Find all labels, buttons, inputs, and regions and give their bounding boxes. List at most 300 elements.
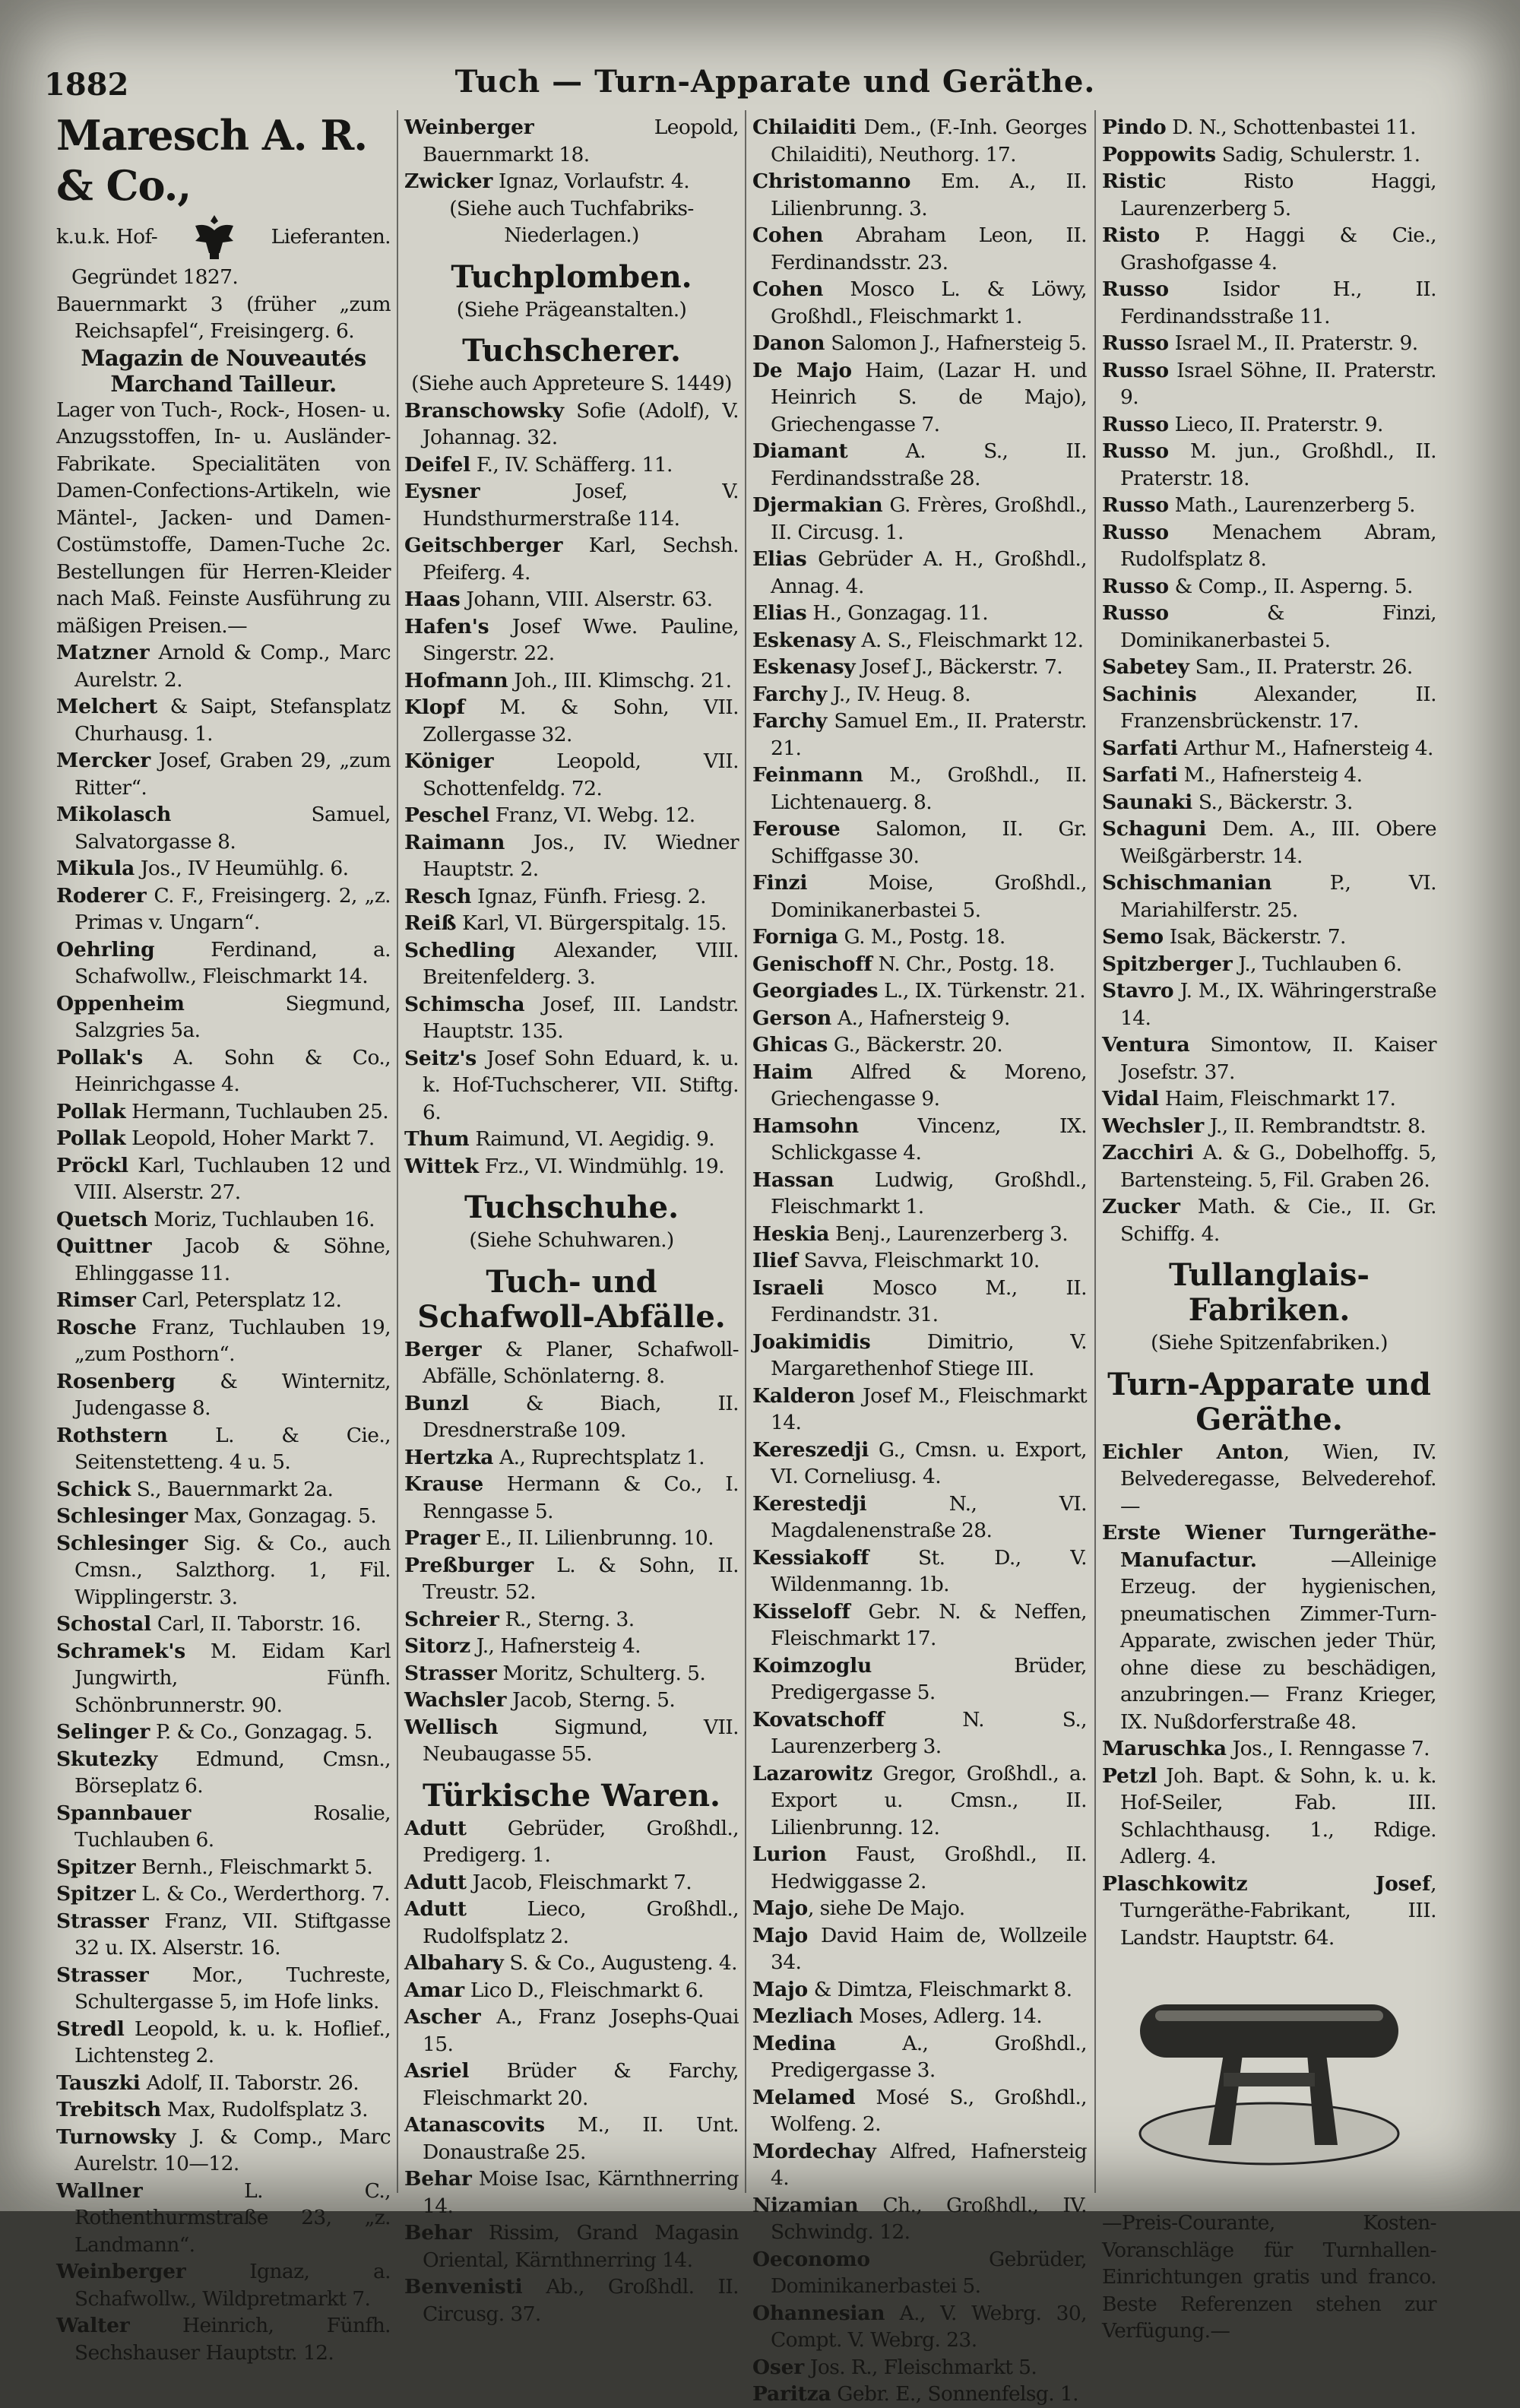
cross-reference-note: (Siehe auch Tuchfabriks-Niederlagen.) [449, 196, 694, 247]
entry-name: Wallner [56, 2178, 143, 2203]
directory-entry [404, 910, 739, 937]
entry-details: & Finzi, Dominikanerbastei 5. [1120, 601, 1436, 652]
entry-name: Erste Wiener Turngeräthe-Manufactur. [1102, 1521, 1436, 1572]
entry-details: Jacob & Söhne, Ehlinggasse 11. [74, 1234, 391, 1285]
entry-name: Geitschberger [404, 534, 563, 557]
directory-entry [752, 762, 1087, 816]
entry-details: A. S., II. Ferdinandsstraße 28. [771, 439, 1087, 490]
directory-entry [56, 2312, 391, 2366]
entry-name: Russo [1102, 277, 1169, 301]
entry-name: Eskenasy [752, 655, 856, 679]
directory-entry [1102, 1139, 1436, 1193]
entry-details: Alexander, VIII. Breitenfelderg. 3. [423, 938, 739, 989]
entry-details: Dimitrio, V. Margarethenhof Stiege III. [771, 1329, 1087, 1380]
directory-entry [1102, 1519, 1436, 1735]
entry-name: Schostal [56, 1612, 152, 1636]
page-number: 1882 [44, 67, 129, 103]
directory-entry [1102, 977, 1436, 1031]
entry-name: Rosche [56, 1315, 137, 1339]
entry-name: Semo [1102, 925, 1164, 949]
directory-entry [56, 936, 391, 990]
entry-name: Adutt [404, 1897, 467, 1921]
directory-entry [752, 357, 1087, 439]
entry-name: Königer [404, 749, 494, 773]
entry-name: Adutt [404, 1870, 467, 1894]
entry-name: Sarfati [1102, 736, 1178, 760]
entry-name: Oehrling [56, 937, 155, 962]
directory-entry [1102, 1439, 1436, 1520]
entry-details: Arthur M., Hafnersteig 4. [1177, 736, 1433, 760]
entry-details: G. M., Postg. 18. [838, 925, 1005, 949]
directory-entry [56, 2070, 391, 2097]
entry-name: Schick [56, 1477, 131, 1501]
entry-details: C. F., Freisingerg. 2, „z. Primas v. Ungarn“. [74, 883, 391, 934]
directory-entry [752, 276, 1087, 330]
entry-details: Karl, Sechsh. Pfeiferg. 4. [423, 534, 739, 585]
pommel-horse-illustration [1110, 1974, 1429, 2202]
directory-entry [752, 2138, 1087, 2192]
directory-entry [404, 1126, 739, 1153]
entry-details: A. & G., Dobelhoffg. 5, Bartensteing. 5, Fil. Graben 26. [1120, 1141, 1436, 1192]
directory-entry [56, 693, 391, 747]
directory-entry [1102, 357, 1436, 411]
entry-name: Quittner [56, 1234, 152, 1258]
entry-details: Raimund, VI. Aegidig. 9. [469, 1127, 715, 1151]
entry-details: Josef J., Bäckerstr. 7. [855, 655, 1063, 679]
directory-entry [56, 2258, 391, 2312]
directory-entry [1102, 492, 1436, 519]
directory-entry [1102, 1871, 1436, 1952]
entry-details: Moses, Adlerg. 14. [853, 2004, 1043, 2028]
entry-name: Schaguni [1102, 817, 1207, 841]
directory-entry [56, 2178, 391, 2259]
entry-name: Heskia [752, 1221, 830, 1246]
entry-details: M., Großhdl., II. Lichtenauerg. 8. [771, 763, 1087, 814]
entry-name: Ventura [1102, 1033, 1190, 1057]
directory-entry [56, 1503, 391, 1530]
entry-name: Feinmann [752, 763, 863, 787]
entry-details: M. Eidam Karl Jungwirth, Fünfh. Schönbrunnerstr. 90. [74, 1639, 391, 1717]
entry-details: Ignaz, Vorlaufstr. 4. [492, 170, 690, 193]
entry-name: Russo [1102, 574, 1169, 598]
directory-entry [404, 883, 739, 911]
entry-name: Berger [404, 1337, 482, 1361]
entry-name: Russo [1102, 331, 1169, 355]
entry-name: Vidal [1102, 1087, 1159, 1111]
column-4 [1102, 114, 1436, 2345]
entry-name: Stavro [1102, 979, 1174, 1003]
directory-entry [404, 1815, 739, 1869]
entry-details: Josef Wwe. Pauline, Singerstr. 22. [423, 614, 739, 665]
entry-name: Maruschka [1102, 1737, 1227, 1760]
directory-entry [404, 1896, 739, 1950]
entry-details: Haim, (Lazar H. und Heinrich S. de Majo), Griechengasse 7. [771, 358, 1087, 436]
entry-name: Atanascovits [404, 2113, 545, 2137]
entry-details: & Planer, Schafwoll-Abfälle, Schönlaterng. 8. [423, 1337, 739, 1388]
directory-entry [404, 2004, 739, 2058]
entry-details: Josef M., Fleischmarkt 14. [771, 1383, 1087, 1434]
directory-entry [752, 1247, 1087, 1275]
entry-name: Ghicas [752, 1033, 828, 1057]
directory-entry [752, 1167, 1087, 1221]
entry-details: Menachem Abram, Rudolfsplatz 8. [1120, 520, 1436, 571]
entry-name: Spitzer [56, 1882, 136, 1906]
directory-entry [1102, 870, 1436, 924]
entry-name: Preßburger [404, 1553, 534, 1577]
directory-entry [1102, 600, 1436, 654]
entry-name: Sitorz [404, 1634, 470, 1658]
directory-entry [56, 1880, 391, 1908]
entry-details: J., Hafnersteig 4. [470, 1634, 641, 1658]
entry-name: Georgiades [752, 979, 879, 1003]
entry-name: Schramek's [56, 1639, 185, 1663]
directory-entry [752, 977, 1087, 1005]
directory-entry [404, 168, 739, 195]
cross-reference-note: (Siehe Prägeanstalten.) [456, 297, 687, 322]
entry-name: Rothstern [56, 1423, 168, 1447]
entry-details: Sadig, Schulerstr. 1. [1215, 142, 1420, 166]
section-heading: Tuchplomben. [451, 258, 692, 295]
entry-name: Pröckl [56, 1153, 128, 1177]
directory-entry [752, 1760, 1087, 1842]
entry-details: A. Sohn & Co., Heinrichgasse 4. [74, 1045, 391, 1096]
entry-name: Ferouse [752, 817, 841, 841]
entry-details: Adolf, II. Taborstr. 26. [140, 2071, 359, 2095]
entry-details: Gebrüder A. H., Großhdl., Annag. 4. [771, 547, 1087, 598]
entry-name: Israeli [752, 1275, 825, 1300]
advertisement-maresch [56, 110, 391, 639]
entry-name: Majo [752, 1977, 808, 2001]
entry-details: Josef, Graben 29, „zum Ritter“. [74, 749, 391, 800]
directory-entry [404, 1660, 739, 1687]
entry-details: Mosco L. & Löwy, Großhdl., Fleischmarkt 1. [771, 277, 1087, 328]
directory-entry [1102, 276, 1436, 330]
entry-details: J., Tuchlauben 6. [1232, 952, 1402, 976]
directory-entry [1102, 735, 1436, 762]
entry-details: Isak, Bäckerstr. 7. [1163, 925, 1346, 949]
directory-entry [404, 991, 739, 1045]
directory-entry [404, 2219, 739, 2273]
entry-details: Carl, II. Taborstr. 16. [151, 1612, 361, 1636]
entry-name: Melchert [56, 695, 158, 718]
entry-name: Deifel [404, 452, 471, 477]
directory-entry [404, 1977, 739, 2004]
entry-name: Russo [1102, 439, 1169, 463]
entry-name: Diamant [752, 439, 848, 463]
page-title: Tuch — Turn-Apparate und Geräthe. [454, 64, 1096, 100]
entry-name: Koimzoglu [752, 1653, 872, 1678]
entry-name: Farchy [752, 682, 828, 706]
entry-details: Moise, Großhdl., Dominikanerbastei 5. [771, 871, 1087, 922]
entry-name: Peschel [404, 803, 489, 827]
entry-name: Schlesinger [56, 1531, 188, 1555]
directory-entry [404, 1714, 739, 1768]
directory-entry [56, 855, 391, 882]
entry-details: Ab., Großhdl. II. Circusg. 37. [423, 2275, 739, 2326]
entry-details: M. & Sohn, VII. Zollergasse 32. [423, 695, 739, 746]
directory-entry [752, 114, 1087, 168]
entry-name: Stredl [56, 2017, 125, 2041]
entry-details: Sig. & Co., auch Cmsn., Salzthorg. 1, Fil. Wipplingerstr. 3. [74, 1531, 391, 1609]
directory-entry [752, 600, 1087, 627]
entry-name: Hassan [752, 1168, 834, 1192]
entry-details: Jos. R., Fleischmarkt 5. [804, 2355, 1037, 2379]
entry-details: R., Sterng. 3. [499, 1607, 635, 1631]
entry-name: Genischoff [752, 952, 872, 976]
directory-entry [752, 1652, 1087, 1706]
directory-entry [56, 1908, 391, 1962]
entry-name: Lazarowitz [752, 1761, 872, 1785]
entry-name: Trebitsch [56, 2098, 161, 2121]
directory-entry [1102, 141, 1436, 169]
directory-entry [1102, 681, 1436, 735]
entry-name: Bunzl [404, 1391, 470, 1415]
directory-entry [752, 1275, 1087, 1329]
entry-details: Jos., IV Heumühlg. 6. [135, 857, 349, 880]
section-heading: Türkische Waren. [423, 1777, 720, 1814]
directory-entry [404, 1687, 739, 1714]
entry-name: Cohen [752, 223, 824, 247]
directory-entry [1102, 1193, 1436, 1247]
directory-entry [752, 1383, 1087, 1437]
directory-entry [404, 748, 739, 802]
directory-entry [1102, 924, 1436, 951]
entry-details: Arnold & Comp., Marc Aurelstr. 2. [74, 641, 391, 692]
entry-details: L. & Cie., Seitenstetteng. 4 u. 5. [74, 1423, 391, 1474]
entry-details: , Wien, IV. Belvederegasse, Belvederehof.— [1120, 1440, 1436, 1518]
entry-details: Sofie (Adolf), V. Johannag. 32. [423, 398, 739, 449]
directory-entry [752, 708, 1087, 762]
entry-name: Majo [752, 1923, 808, 1947]
entry-details: Moriz, Tuchlauben 16. [147, 1207, 375, 1231]
entry-details: Dem. A., III. Obere Weißgärberstr. 14. [1120, 817, 1436, 868]
section-heading: Tuchschuhe. [464, 1190, 679, 1225]
directory-entry [404, 667, 739, 695]
entry-details: Carl, Petersplatz 12. [135, 1288, 342, 1312]
directory-entry [404, 613, 739, 667]
entry-name: Pollak's [56, 1045, 143, 1069]
directory-entry [404, 532, 739, 586]
entry-name: Nizamian [752, 2193, 859, 2217]
directory-entry [1102, 438, 1436, 492]
entry-details: S., Bäckerstr. 3. [1192, 790, 1353, 814]
ad-company-name: Maresch A. R. & Co., [56, 111, 368, 210]
directory-entry [752, 924, 1087, 951]
directory-entry [56, 1044, 391, 1098]
entry-details: Josef, V. Hundsthurmerstraße 114. [423, 480, 739, 531]
entry-name: Walter [56, 2314, 130, 2337]
entry-name: Chilaiditi [752, 116, 857, 139]
entry-name: Ohannesian [752, 2301, 885, 2325]
entry-name: Spitzberger [1102, 952, 1233, 976]
directory-entry [752, 330, 1087, 357]
entry-details: Moise Isac, Kärnthnerring 14. [423, 2167, 739, 2218]
entry-name: Ristic [1102, 170, 1167, 193]
section-heading: Turn-Apparate und Geräthe. [1107, 1366, 1431, 1437]
directory-entry [404, 478, 739, 532]
directory-entry [752, 1031, 1087, 1059]
entry-details: S. & Co., Augusteng. 4. [503, 1951, 737, 1975]
directory-entry [404, 2273, 739, 2327]
ad-description: Lager von Tuch-, Rock-, Hosen- u. Anzugsstoffen, In- u. Ausländer-Fabrikate. Specialitäten von Damen-Confections-Artikeln, wie Mäntel-, Jacken- und Damen-Costümstoffe, Damen-Tuche 2c. Bestellungen für Herren-Kleider nach Maß. Feinste Ausführung zu mäßigen Preisen.— [56, 398, 391, 638]
directory-entry [752, 2030, 1087, 2084]
directory-entry [752, 1491, 1087, 1545]
entry-name: Hofmann [404, 668, 508, 692]
entry-details: Samuel, Salvatorgasse 8. [74, 803, 391, 854]
entry-name: Hertzka [404, 1445, 494, 1469]
entry-name: Wittek [404, 1154, 479, 1178]
entry-details: Mor., Tuchreste, Schultergasse 5, im Hofe links. [74, 1963, 391, 2014]
cross-reference-note: (Siehe auch Appreteure S. 1449) [411, 372, 732, 395]
entry-details: & Biach, II. Dresdnerstraße 109. [423, 1391, 739, 1442]
entry-details: Rosalie, Tuchlauben 6. [74, 1801, 391, 1852]
entry-details: Em. A., II. Lilienbrunng. 3. [771, 170, 1087, 220]
entry-details: L. & Sohn, II. Treustr. 52. [423, 1553, 739, 1604]
directory-entry [1102, 168, 1436, 222]
entry-details: David Haim de, Wollzeile 34. [771, 1923, 1087, 1974]
entry-details: G., Cmsn. u. Export, VI. Corneliusg. 4. [771, 1437, 1087, 1488]
directory-entry [404, 1525, 739, 1552]
advertisement-caption: —Preis-Courante, Kosten-Voranschläge für Turnhallen-Einrichtungen gratis und franco. Beste Referenzen stehen zur Verfügung.— [1102, 2211, 1436, 2343]
entry-details: Gebr. N. & Neffen, Fleischmarkt 17. [771, 1599, 1087, 1650]
entry-details: Abraham Leon, II. Ferdinandsstr. 23. [771, 223, 1087, 274]
entry-name: Behar [404, 2221, 472, 2245]
directory-entry [752, 1976, 1087, 2004]
entry-details: & Winternitz, Judengasse 8. [74, 1369, 391, 1420]
directory-entry [56, 2124, 391, 2178]
entry-name: Rosenberg [56, 1369, 176, 1393]
directory-entry [56, 1638, 391, 1719]
directory-entry [1102, 519, 1436, 573]
entry-name: Pindo [1102, 116, 1167, 139]
directory-entry [56, 1719, 391, 1746]
directory-entry [1102, 789, 1436, 816]
directory-entry [752, 1706, 1087, 1760]
entry-details: Sam., II. Praterstr. 26. [1189, 655, 1413, 679]
directory-entry [752, 1922, 1087, 1976]
entry-details: Leopold, Hoher Markt 7. [125, 1126, 375, 1150]
entry-name: Schischmanian [1102, 871, 1272, 895]
entry-name: Pollak [56, 1126, 126, 1150]
entry-details: Josef, III. Landstr. Hauptstr. 135. [423, 992, 739, 1043]
directory-entry [56, 1746, 391, 1800]
entry-name: Albahary [404, 1951, 504, 1975]
entry-name: Kereszedji [752, 1437, 869, 1462]
entry-details: J. M., IX. Währingerstraße 14. [1120, 979, 1436, 1030]
entry-name: Eskenasy [752, 628, 856, 652]
entry-details: Lieco, Großhdl., Rudolfsplatz 2. [423, 1897, 739, 1948]
directory-entry [404, 1336, 739, 1390]
section-heading: Tuch- und Schafwoll-Abfälle. [417, 1263, 726, 1335]
directory-entry [752, 546, 1087, 600]
directory-entry [752, 168, 1087, 222]
directory-entry [56, 2016, 391, 2070]
directory-entry [56, 2096, 391, 2124]
entry-details: Hermann & Co., I. Renngasse 5. [423, 1472, 739, 1523]
entry-details: H., Gonzagag. 11. [806, 601, 989, 625]
entry-name: Mordechay [752, 2139, 876, 2163]
entry-details: M., Hafnersteig 4. [1177, 763, 1363, 787]
directory-entry [404, 829, 739, 883]
directory-entry [1102, 951, 1436, 978]
entry-details: Risto Haggi, Laurenzerberg 5. [1120, 170, 1436, 220]
imperial-eagle-icon [188, 212, 241, 262]
entry-details: F., IV. Schäfferg. 11. [470, 452, 673, 477]
directory-entry [56, 1233, 391, 1287]
entry-name: Wechsler [1102, 1114, 1205, 1138]
entry-details: Leopold, k. u. k. Hoflief., Lichtensteg 2. [74, 2017, 391, 2067]
directory-entry [752, 2381, 1087, 2408]
entry-name: Quetsch [56, 1207, 148, 1231]
entry-details: N. Chr., Postg. 18. [872, 952, 1055, 976]
entry-name: Elias [752, 601, 807, 625]
entry-name: Adutt [404, 1816, 467, 1840]
entry-name: Skutezky [56, 1747, 158, 1771]
entry-details: Joh. Bapt. & Sohn, k. u. k. Hof-Seiler, Fab. III. Schlachthausg. 1., Rdige. Adlerg. 4. [1120, 1763, 1436, 1868]
entry-name: Kovatschoff [752, 1707, 885, 1732]
entry-name: Strasser [56, 1963, 149, 1987]
directory-entry [56, 1098, 391, 1126]
entry-name: Majo [752, 1896, 808, 1920]
entry-name: Wachsler [404, 1688, 507, 1712]
directory-entry [56, 1206, 391, 1234]
entry-details: & Dimtza, Fleischmarkt 8. [807, 1977, 1072, 2001]
entry-name: Schlesinger [56, 1504, 188, 1528]
entry-details: S., Bauernmarkt 2a. [130, 1477, 334, 1501]
entry-details: Gregor, Großhdl., a. Export u. Cmsn., II. Lilienbrunng. 12. [771, 1761, 1087, 1839]
entry-name: Haim [752, 1060, 813, 1084]
directory-entry [56, 801, 391, 855]
entry-details: Salomon, II. Gr. Schiffgasse 30. [771, 817, 1087, 868]
directory-entry [56, 1368, 391, 1422]
entry-details: Ludwig, Großhdl., Fleischmarkt 1. [771, 1168, 1087, 1218]
entry-name: Kisseloff [752, 1599, 850, 1624]
entry-details: Heinrich, Fünfh. Sechshauser Hauptstr. 12. [74, 2314, 391, 2365]
directory-entry [56, 1611, 391, 1638]
entry-details: , Turngeräthe-Fabrikant, III. Landstr. Hauptstr. 64. [1120, 1871, 1436, 1950]
directory-entry [404, 1444, 739, 1472]
entry-name: Weinberger [404, 116, 534, 139]
directory-entry [752, 222, 1087, 276]
entry-name: Finzi [752, 871, 808, 895]
entry-details: Haim, Fleischmarkt 17. [1158, 1087, 1396, 1111]
entry-details: Rissim, Grand Magasin Oriental, Kärnthnerring 14. [423, 2221, 739, 2272]
entry-details: Benj., Laurenzerberg 3. [829, 1221, 1069, 1246]
entry-details: Ch., Großhdl., IV. Schwindg. 12. [771, 2193, 1087, 2244]
column-divider [397, 110, 398, 2193]
entry-details: P. Haggi & Cie., Grashofgasse 4. [1120, 223, 1436, 274]
entry-details: Jacob, Fleischmarkt 7. [466, 1870, 692, 1894]
entry-details: Leopold, VII. Schottenfeldg. 72. [423, 749, 739, 800]
entry-details: Ignaz, a. Schafwollw., Wildpretmarkt 7. [74, 2260, 391, 2311]
entry-details: Gebrüder, Großhdl., Predigerg. 1. [423, 1816, 739, 1867]
directory-entry [1102, 1113, 1436, 1140]
directory-entry [404, 452, 739, 479]
ad-lieferanten-label: Lieferanten. [271, 225, 391, 249]
entry-details: A., Hafnersteig 9. [831, 1006, 1010, 1030]
directory-entry [404, 2112, 739, 2166]
directory-entry [752, 2300, 1087, 2354]
entry-name: Rimser [56, 1288, 136, 1312]
entry-details: Savva, Fleischmarkt 10. [797, 1249, 1040, 1272]
entry-name: Benvenisti [404, 2275, 523, 2299]
directory-entry [752, 1221, 1087, 1248]
directory-entry [1102, 1085, 1436, 1113]
cross-reference-note: (Siehe Spitzenfabriken.) [1151, 1331, 1388, 1354]
entry-details: Israel M., II. Praterstr. 9. [1168, 331, 1418, 355]
entry-details: A. S., Fleischmarkt 12. [855, 628, 1084, 652]
entry-name: Thum [404, 1127, 470, 1151]
